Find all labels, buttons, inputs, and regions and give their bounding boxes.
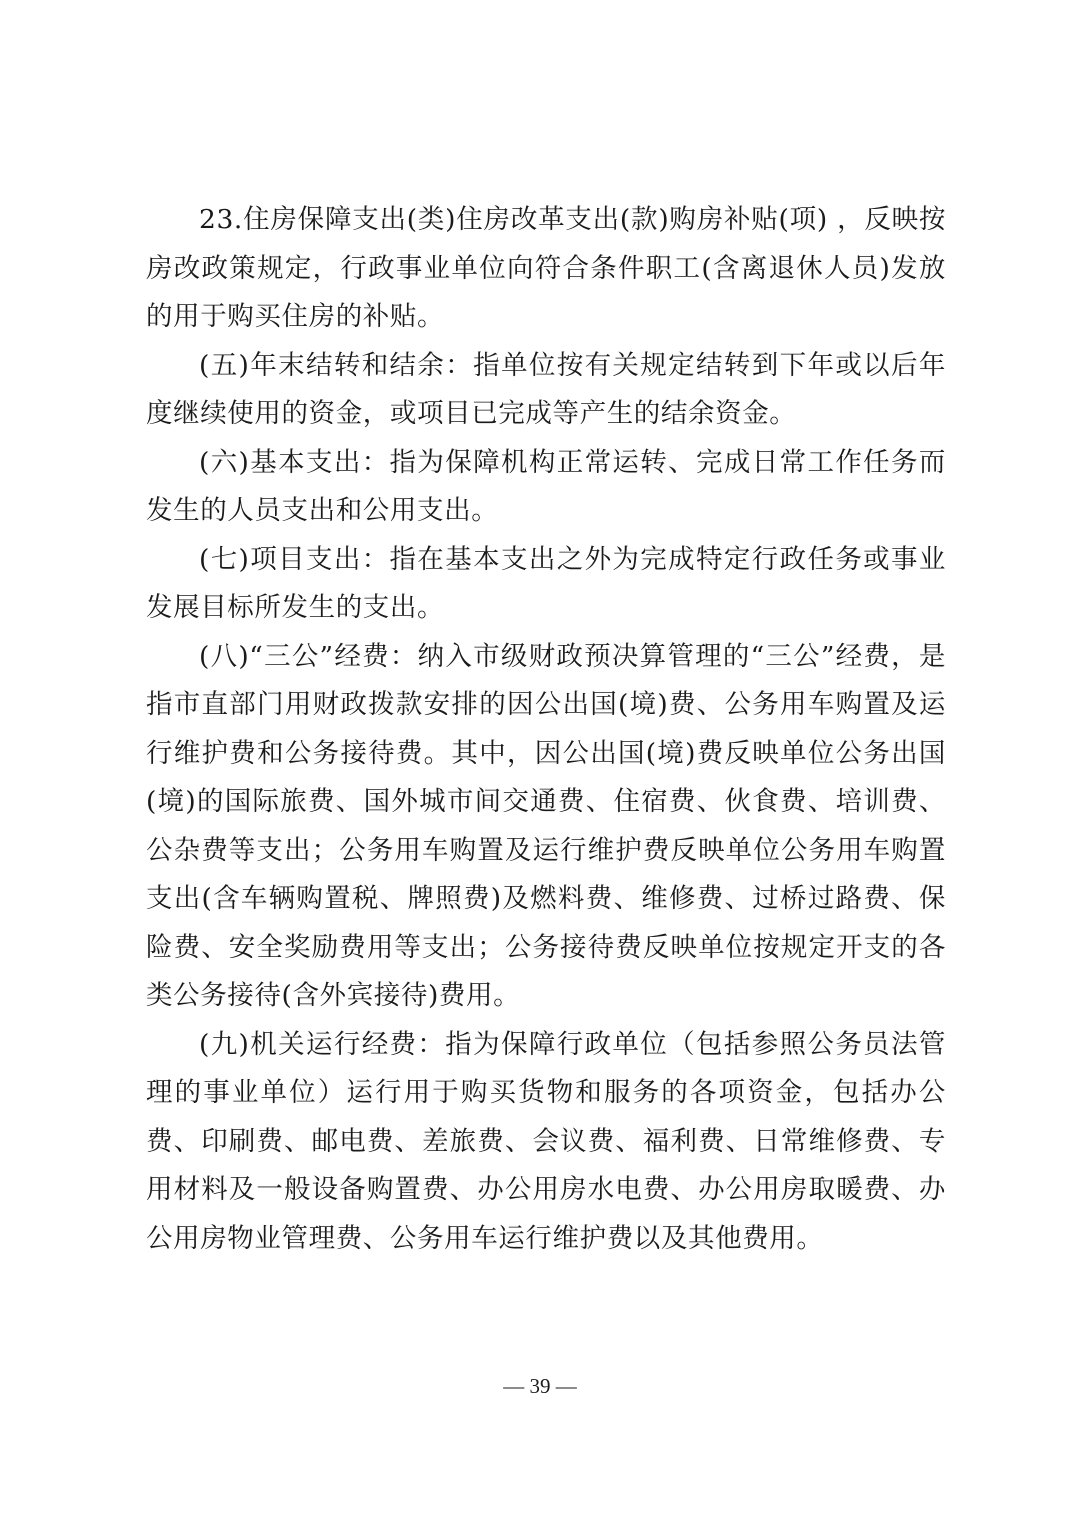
paragraph-three-public-expenses: (八)“三公”经费：纳入市级财政预决算管理的“三公”经费，是指市直部门用财政拨款安排的因公出国(境)费、公务用车购置及运行维护费和公务接待费。其中，因公出国(境)费反映单位公务出国(境)的国际旅费、国外城市间交通费、住宿费、伙食费、培训费、公杂费等支出；公务用车购置及运行维护费反映单位公务用车购置支出(含车辆购置税、牌照费)及燃料费、维修费、过桥过路费、保险费、安全奖励费用等支出；公务接待费反映单位按规定开支的各类公务接待(含外宾接待)费用。 [146, 640, 946, 1011]
paragraph-agency-operating-expenses: (九)机关运行经费：指为保障行政单位（包括参照公务员法管理的事业单位）运行用于购买货物和服务的各项资金，包括办公费、印刷费、邮电费、差旅费、会议费、福利费、日常维修费、专用材料及一般设备购置费、办公用房水电费、办公用房取暖费、办公用房物业管理费、公务用车运行维护费以及其他费用。 [146, 1028, 946, 1254]
body-text [146, 196, 946, 1263]
paragraph-basic-expenditure: (六)基本支出：指为保障机构正常运转、完成日常工作任务而发生的人员支出和公用支出。 [146, 446, 946, 526]
paragraph-housing-subsidy: 23.住房保障支出(类)住房改革支出(款)购房补贴(项) ，反映按房改政策规定，行政事业单位向符合条件职工(含离退休人员)发放的用于购买住房的补贴。 [146, 204, 946, 332]
page-number: — 39 — [503, 1374, 577, 1398]
paragraph-year-end-balance: (五)年末结转和结余：指单位按有关规定结转到下年或以后年度继续使用的资金，或项目已完成等产生的结余资金。 [146, 349, 946, 429]
paragraph-project-expenditure: (七)项目支出：指在基本支出之外为完成特定行政任务或事业发展目标所发生的支出。 [146, 543, 946, 623]
